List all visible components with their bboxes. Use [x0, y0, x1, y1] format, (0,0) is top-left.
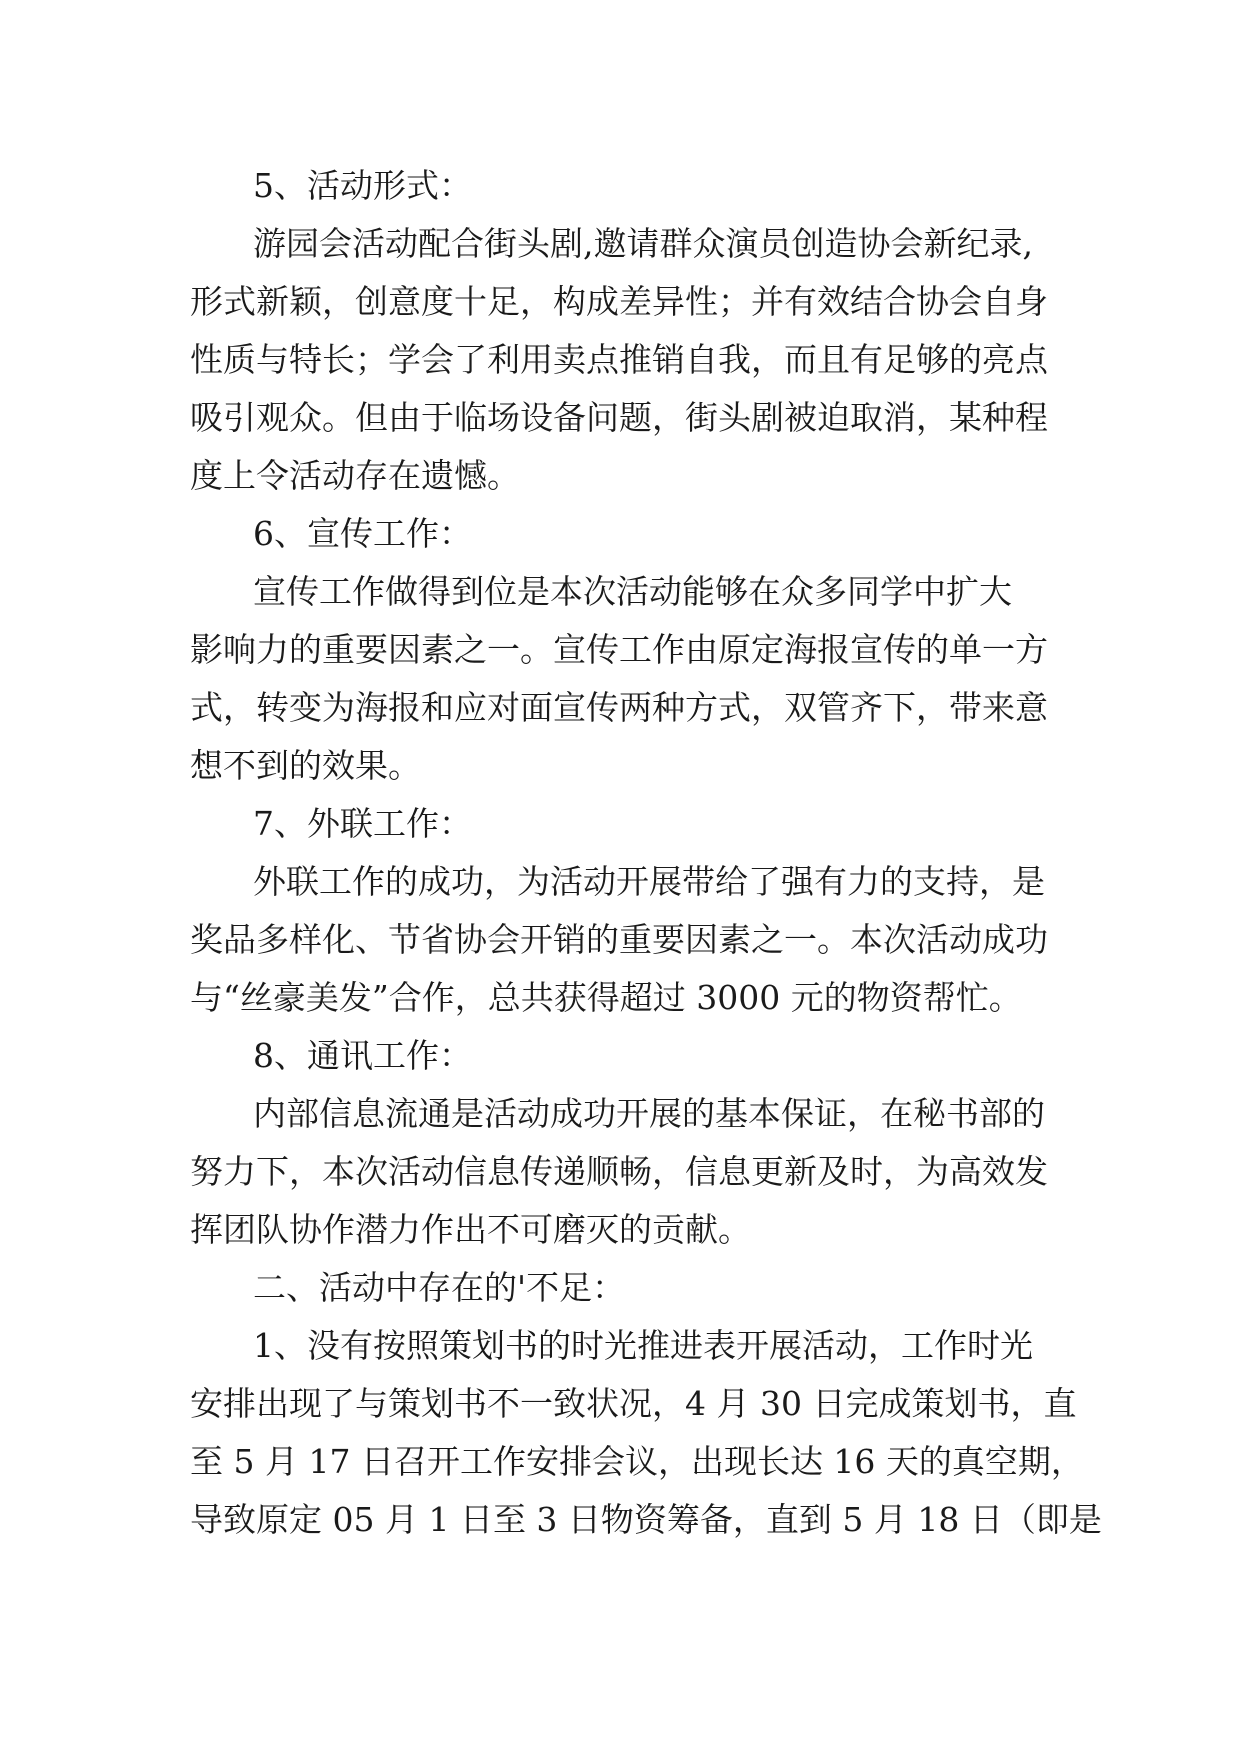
section-heading-activity-format: 5、活动形式：: [253, 166, 472, 205]
paragraph-line: 外联工作的成功，为活动开展带给了强有力的支持，是: [253, 862, 1045, 901]
paragraph-line: 影响力的重要因素之一。宣传工作由原定海报宣传的单一方: [190, 630, 1048, 669]
section-heading-publicity: 6、宣传工作：: [253, 514, 472, 553]
section-heading-communication: 8、通讯工作：: [253, 1036, 472, 1075]
paragraph-line: 形式新颖，创意度十足，构成差异性；并有效结合协会自身: [190, 282, 1048, 321]
paragraph-line: 1、没有按照策划书的时光推进表开展活动，工作时光: [253, 1326, 1033, 1365]
paragraph-line: 奖品多样化、节省协会开销的重要因素之一。本次活动成功: [190, 920, 1048, 959]
paragraph-line: 努力下，本次活动信息传递顺畅，信息更新及时，为高效发: [190, 1152, 1048, 1191]
paragraph-line: 吸引观众。但由于临场设备问题，街头剧被迫取消，某种程: [190, 398, 1048, 437]
paragraph-line: 至 5 月 17 日召开工作安排会议，出现长达 16 天的真空期，: [190, 1442, 1084, 1481]
paragraph-line: 度上令活动存在遗憾。: [190, 456, 520, 495]
paragraph-line: 宣传工作做得到位是本次活动能够在众多同学中扩大: [253, 572, 1012, 611]
paragraph-line: 想不到的效果。: [190, 746, 421, 785]
paragraph-line: 导致原定 05 月 1 日至 3 日物资筹备，直到 5 月 18 日（即是: [190, 1500, 1102, 1539]
section-heading-external-relations: 7、外联工作：: [253, 804, 472, 843]
section-heading-shortcomings: 二、活动中存在的'不足：: [253, 1268, 626, 1307]
paragraph-line: 式，转变为海报和应对面宣传两种方式，双管齐下，带来意: [190, 688, 1048, 727]
paragraph-line: 性质与特长；学会了利用卖点推销自我，而且有足够的亮点: [190, 340, 1048, 379]
paragraph-line: 内部信息流通是活动成功开展的基本保证，在秘书部的: [253, 1094, 1045, 1133]
paragraph-line: 游园会活动配合街头剧,邀请群众演员创造协会新纪录,: [253, 224, 1033, 263]
paragraph-line: 挥团队协作潜力作出不可磨灭的贡献。: [190, 1210, 751, 1249]
paragraph-line: 安排出现了与策划书不一致状况，4 月 30 日完成策划书，直: [190, 1384, 1077, 1423]
paragraph-line: 与“丝豪美发”合作，总共获得超过 3000 元的物资帮忙。: [190, 978, 1022, 1017]
